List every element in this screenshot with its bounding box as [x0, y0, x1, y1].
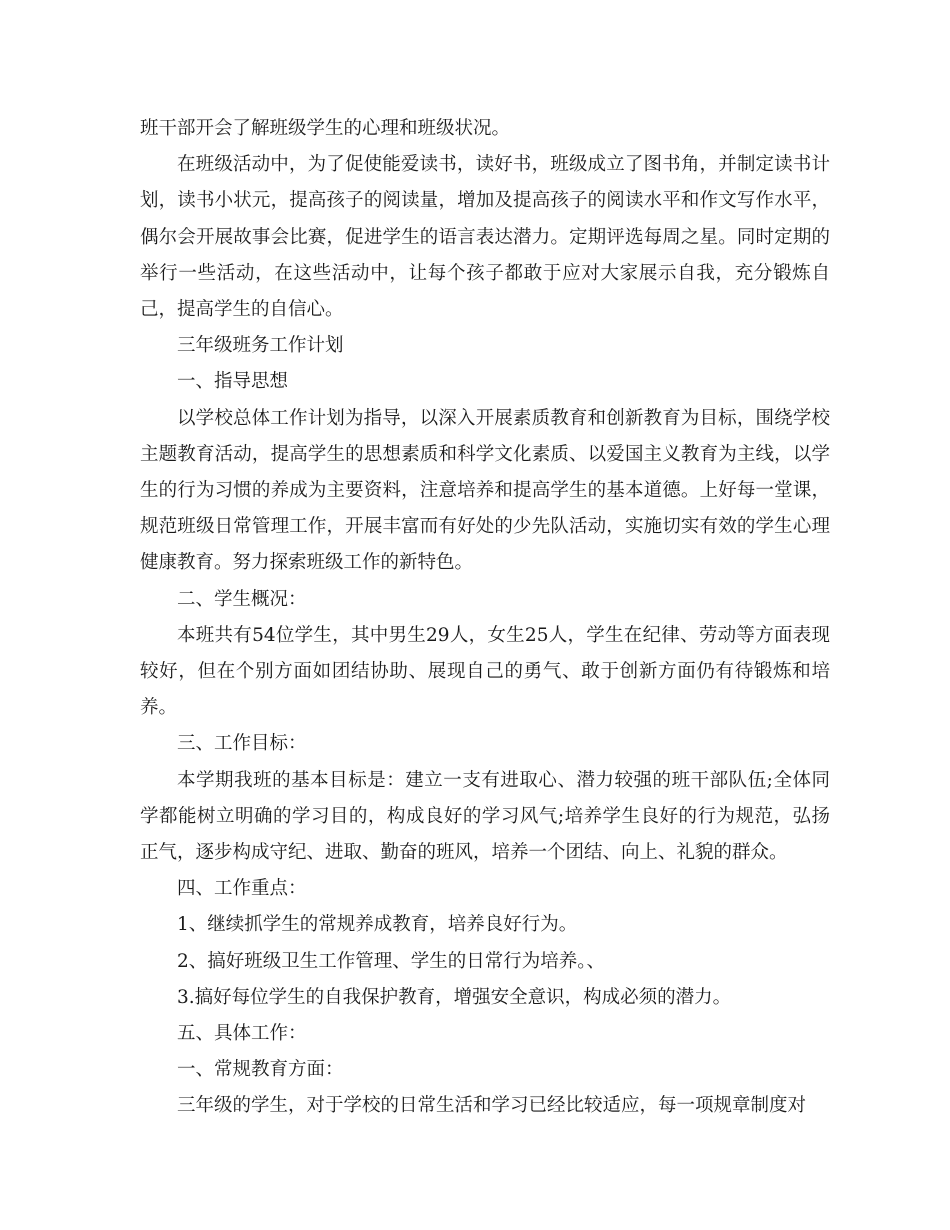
- section-heading-specific-work: 五、具体工作：: [177, 1023, 307, 1045]
- paragraph-guiding-ideology: 以学校总体工作计划为指导，以深入开展素质教育和创新教育为目标，围绕学校主题教育活动，提高学生的思想素质和科学文化素质、以爱国主义教育为主线，以学生的行为习惯的养成为主要资料，注意培养和提高学生的基本道德。上好每一堂课，规范班级日常管理工作，开展丰富而有好处的少先队活动，实施切实有效的学生心理健康教育。努力探索班级工作的新特色。: [140, 407, 830, 574]
- subsection-heading-routine-education: 一、常规教育方面：: [177, 1059, 344, 1081]
- document-title: 三年级班务工作计划: [177, 335, 344, 357]
- paragraph-routine-education: 三年级的学生，对于学校的日常生活和学习已经比较适应，每一项规章制度对: [177, 1095, 807, 1117]
- document-body: [140, 111, 830, 1125]
- paragraph-student-overview: 本班共有54位学生，其中男生29人，女生25人，学生在纪律、劳动等方面表现较好，但在个别方面如团结协助、展现自己的勇气、敢于创新方面仍有待锻炼和培养。: [140, 624, 830, 719]
- list-item-focus-1: 1、继续抓学生的常规养成教育，培养良好行为。: [177, 914, 578, 936]
- section-heading-guiding-ideology: 一、指导思想: [177, 371, 289, 393]
- section-heading-work-focus: 四、工作重点：: [177, 878, 307, 900]
- section-heading-work-goals: 三、工作目标：: [177, 733, 307, 755]
- paragraph-work-goals: 本学期我班的基本目标是：建立一支有进取心、潜力较强的班干部队伍;全体同学都能树立明确的学习目的，构成良好的学习风气;培养学生良好的行为规范，弘扬正气，逐步构成守纪、进取、勤奋的班风，培养一个团结、向上、礼貌的群众。: [140, 769, 830, 864]
- section-heading-student-overview: 二、学生概况：: [177, 588, 307, 610]
- list-item-focus-2: 2、搞好班级卫生工作管理、学生的日常行为培养。、: [177, 950, 606, 972]
- paragraph-class-activities: 在班级活动中，为了促使能爱读书，读好书，班级成立了图书角，并制定读书计划，读书小状元，提高孩子的阅读量，增加及提高孩子的阅读水平和作文写作水平，偶尔会开展故事会比赛，促进学生的语言表达潜力。定期评选每周之星。同时定期的举行一些活动，在这些活动中，让每个孩子都敢于应对大家展示自我，充分锻炼自己，提高学生的自信心。: [140, 154, 830, 321]
- paragraph-continuation: 班干部开会了解班级学生的心理和班级状况。: [140, 118, 511, 139]
- list-item-focus-3: 3.搞好每位学生的自我保护教育，增强安全意识，构成必须的潜力。: [177, 986, 732, 1008]
